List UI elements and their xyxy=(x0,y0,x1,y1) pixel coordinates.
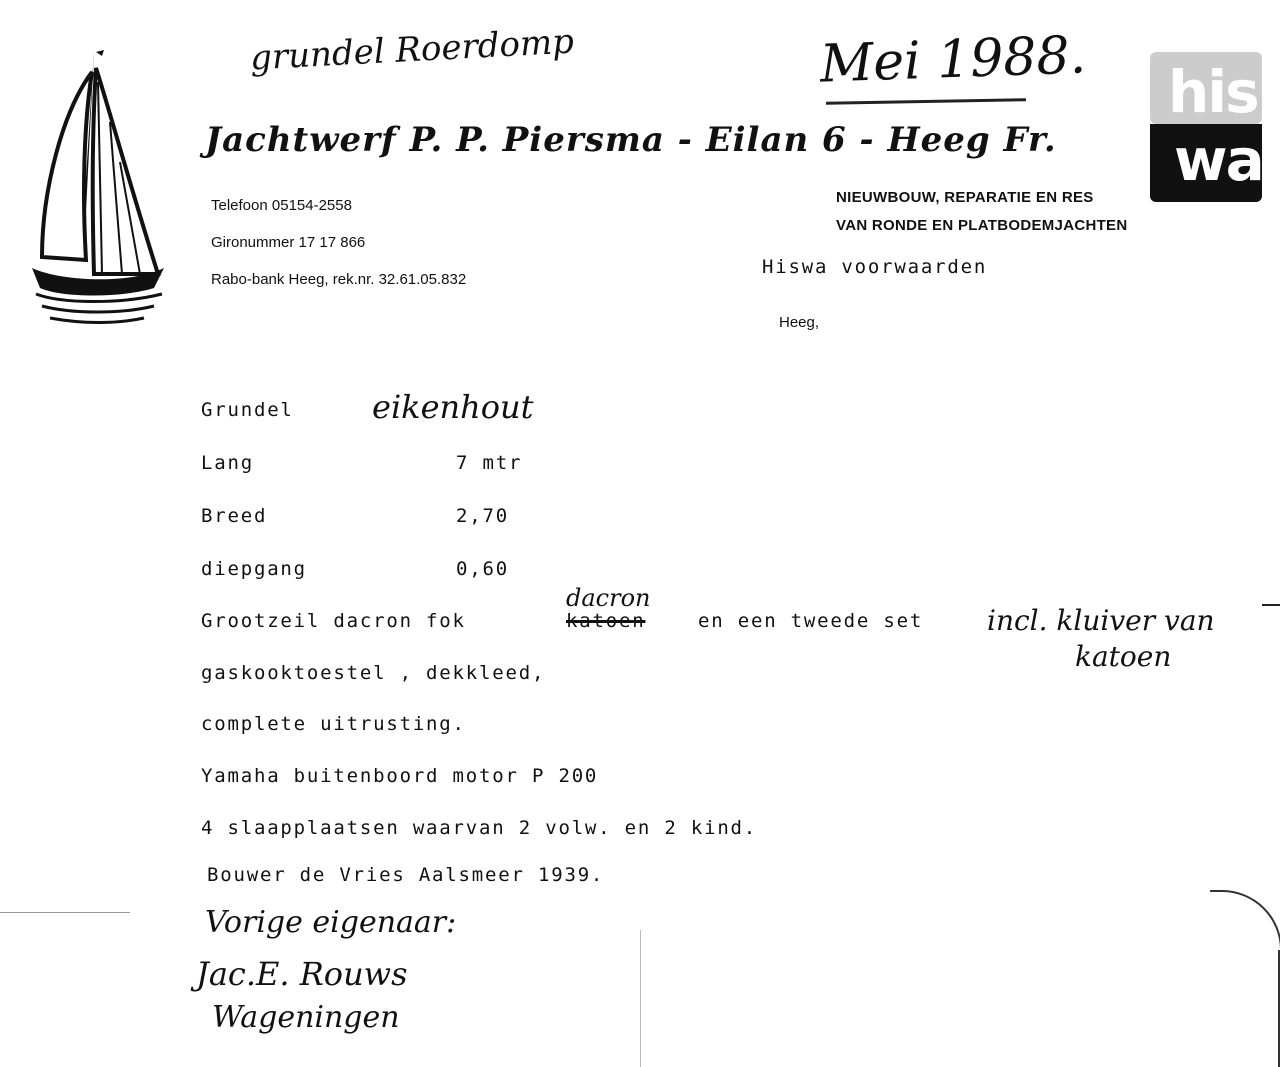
handwritten-note: grundel Roerdomp xyxy=(249,21,575,79)
spec-value-diepgang: 0,60 xyxy=(456,558,509,580)
place-heading: Heeg, xyxy=(779,314,820,331)
builder-line: Bouwer de Vries Aalsmeer 1939. xyxy=(207,864,605,886)
handwritten-date: Mei 1988. xyxy=(819,25,1088,95)
engine-line: Yamaha buitenboord motor P 200 xyxy=(201,765,599,787)
edge-mark xyxy=(1262,604,1280,606)
date-underline xyxy=(826,98,1026,104)
spec-label-diepgang: diepgang xyxy=(201,558,307,580)
spec-label-breed: Breed xyxy=(201,505,268,527)
spec-label-lang: Lang xyxy=(201,452,254,474)
giro-number: Gironummer 17 17 866 xyxy=(211,234,366,251)
spec-label-grundel: Grundel xyxy=(201,399,294,421)
struck-word: katoen xyxy=(566,610,646,632)
hiswa-logo: his wa xyxy=(1150,52,1262,202)
handwritten-material: eikenhout xyxy=(372,388,534,426)
services-line-2: VAN RONDE EN PLATBODEMJACHTEN xyxy=(836,217,1128,234)
equipment-line: gaskooktoestel , dekkleed, xyxy=(201,662,546,684)
complete-line: complete uitrusting. xyxy=(201,713,466,735)
company-name: Jachtwerf P. P. Piersma - Eilan 6 - Heeg Fr. xyxy=(205,120,1057,160)
sail-line-start: Grootzeil dacron fok xyxy=(201,610,466,632)
phone-number: Telefoon 05154-2558 xyxy=(211,197,352,214)
handwritten-correction: dacron xyxy=(566,584,651,612)
conditions-line: Hiswa voorwaarden xyxy=(762,256,988,278)
scan-line xyxy=(640,930,641,1067)
handwritten-insert-line2: katoen xyxy=(1075,640,1172,673)
handwritten-owner-name: Jac.E. Rouws xyxy=(196,955,408,993)
handwritten-owner-city: Wageningen xyxy=(212,1000,400,1035)
paper-corner xyxy=(1210,890,1280,952)
services-line-1: NIEUWBOUW, REPARATIE EN RES xyxy=(836,189,1094,206)
handwritten-owner-label: Vorige eigenaar: xyxy=(205,905,457,940)
scan-line xyxy=(0,912,130,913)
spec-value-breed: 2,70 xyxy=(456,505,509,527)
handwritten-insert: incl. kluiver van xyxy=(987,604,1215,637)
spec-value-lang: 7 mtr xyxy=(456,452,523,474)
sailboat-logo-icon xyxy=(22,42,172,332)
sail-line-end: en een tweede set xyxy=(698,610,924,632)
berths-line: 4 slaapplaatsen waarvan 2 volw. en 2 kind. xyxy=(201,817,758,839)
bank-account: Rabo-bank Heeg, rek.nr. 32.61.05.832 xyxy=(211,271,467,288)
